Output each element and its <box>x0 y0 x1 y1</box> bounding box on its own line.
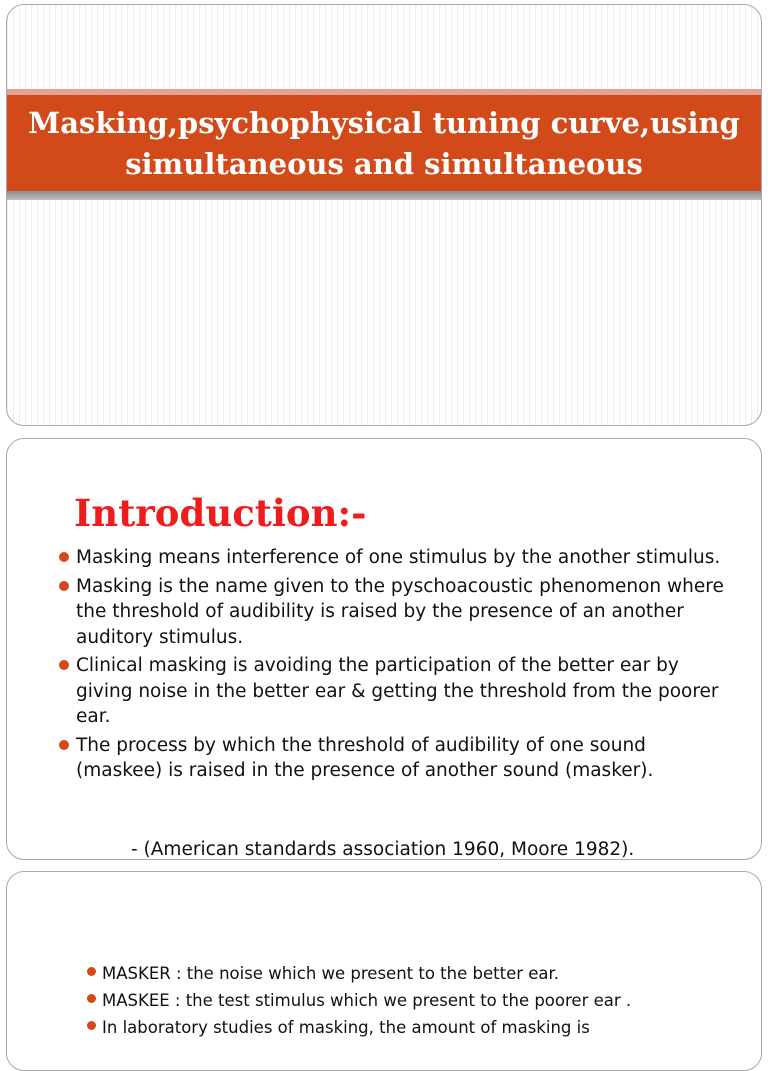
title-band <box>7 89 761 201</box>
list-item-text: MASKER : the noise which we present to the better ear. <box>102 964 560 983</box>
bullet-dot-icon <box>59 740 69 750</box>
title-band-shadow-stripe <box>7 191 761 200</box>
bullet-dot-icon <box>87 994 96 1003</box>
slide-heading: Introduction:- <box>74 491 367 535</box>
list-item-text: Masking is the name given to the pyschoacoustic phenomenon where the threshold of audibility is raised by the presence of an another auditory stimulus. <box>76 575 724 648</box>
bullet-list <box>85 960 745 1041</box>
list-item-text: Clinical masking is avoiding the participation of the better ear by giving noise in the better ear & getting the threshold from the poorer ear. <box>76 655 719 727</box>
list-item <box>57 574 737 651</box>
bullet-dot-icon <box>59 552 69 562</box>
citation: - (American standards association 1960, Moore 1982). <box>131 839 635 860</box>
list-item <box>85 987 745 1014</box>
list-item-text: MASKEE : the test stimulus which we present to the poorer ear . <box>102 991 632 1010</box>
list-item-text: The process by which the threshold of audibility of one sound (maskee) is raised in the presence of another sound (masker). <box>76 734 654 781</box>
list-item <box>57 545 737 571</box>
bullet-dot-icon <box>87 1021 96 1030</box>
list-item <box>85 1014 745 1041</box>
list-item-text: Masking means interference of one stimulus by the another stimulus. <box>76 547 721 568</box>
title-slide <box>6 4 762 426</box>
masker-maskee-slide <box>6 871 762 1071</box>
list-item <box>85 960 745 987</box>
bullet-list <box>57 545 737 787</box>
bullet-dot-icon <box>59 660 69 670</box>
introduction-slide <box>6 438 762 860</box>
bullet-dot-icon <box>87 967 96 976</box>
list-item <box>57 653 737 730</box>
list-item <box>57 733 737 784</box>
bullet-dot-icon <box>59 581 69 591</box>
list-item-text: In laboratory studies of masking, the amount of masking is <box>102 1018 590 1037</box>
slide-title: Masking,psychophysical tuning curve,using simultaneous and simultaneous <box>28 106 740 181</box>
